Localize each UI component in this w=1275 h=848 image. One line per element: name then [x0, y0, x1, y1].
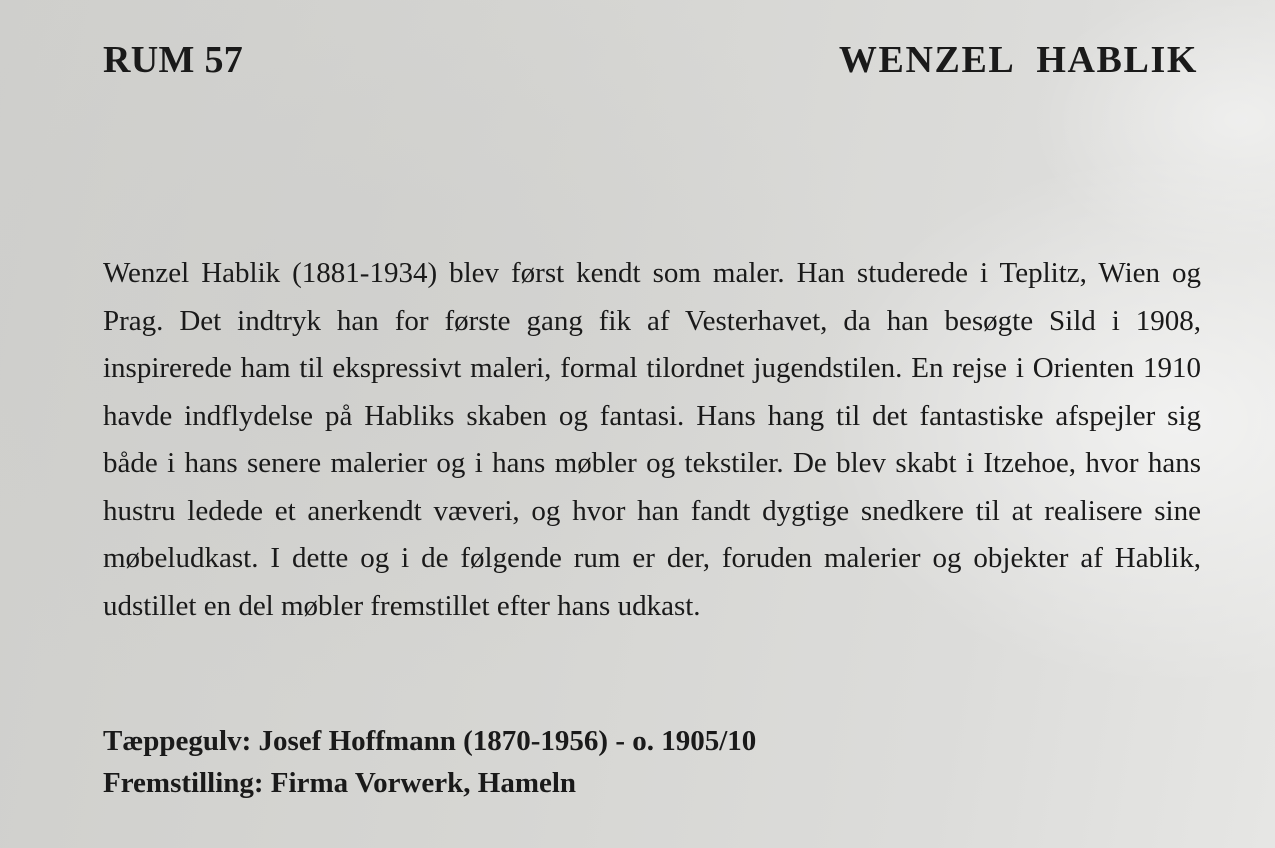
description-text: Wenzel Hablik (1881-1934) blev først kendt som maler. Han studerede i Teplitz, Wien og Prag. Det indtryk han for første gang fik af Vesterhavet, da han besøgte Sild i 1908, inspirerede ham til ekspressivt maleri, formal tilordnet jugendstilen. En rejse i Orienten 1910 havde indflydelse på Habliks skaben og fantasi. Hans hang til det fantastiske afspejler sig både i hans senere malerier og i hans møbler og tekstiler. De blev skabt i Itzehoe, hvor hans hustru ledede et anerkendt væveri, og hvor han fandt dygtige snedkere til at realisere sine møbeludkast. I dette og i de følgende rum er der, foruden malerier og objekter af Hablik, udstillet en del møbler fremstillet efter hans udkast. — [103, 257, 1201, 622]
credit-carpet: Tæppegulv: Josef Hoffmann (1870-1956) - o. 1905/10 — [103, 725, 757, 757]
credits — [103, 720, 756, 804]
artist-name: WENZEL HABLIK — [838, 39, 1198, 81]
credit-production: Fremstilling: Firma Vorwerk, Hameln — [103, 767, 577, 799]
room-number: RUM 57 — [103, 39, 244, 81]
